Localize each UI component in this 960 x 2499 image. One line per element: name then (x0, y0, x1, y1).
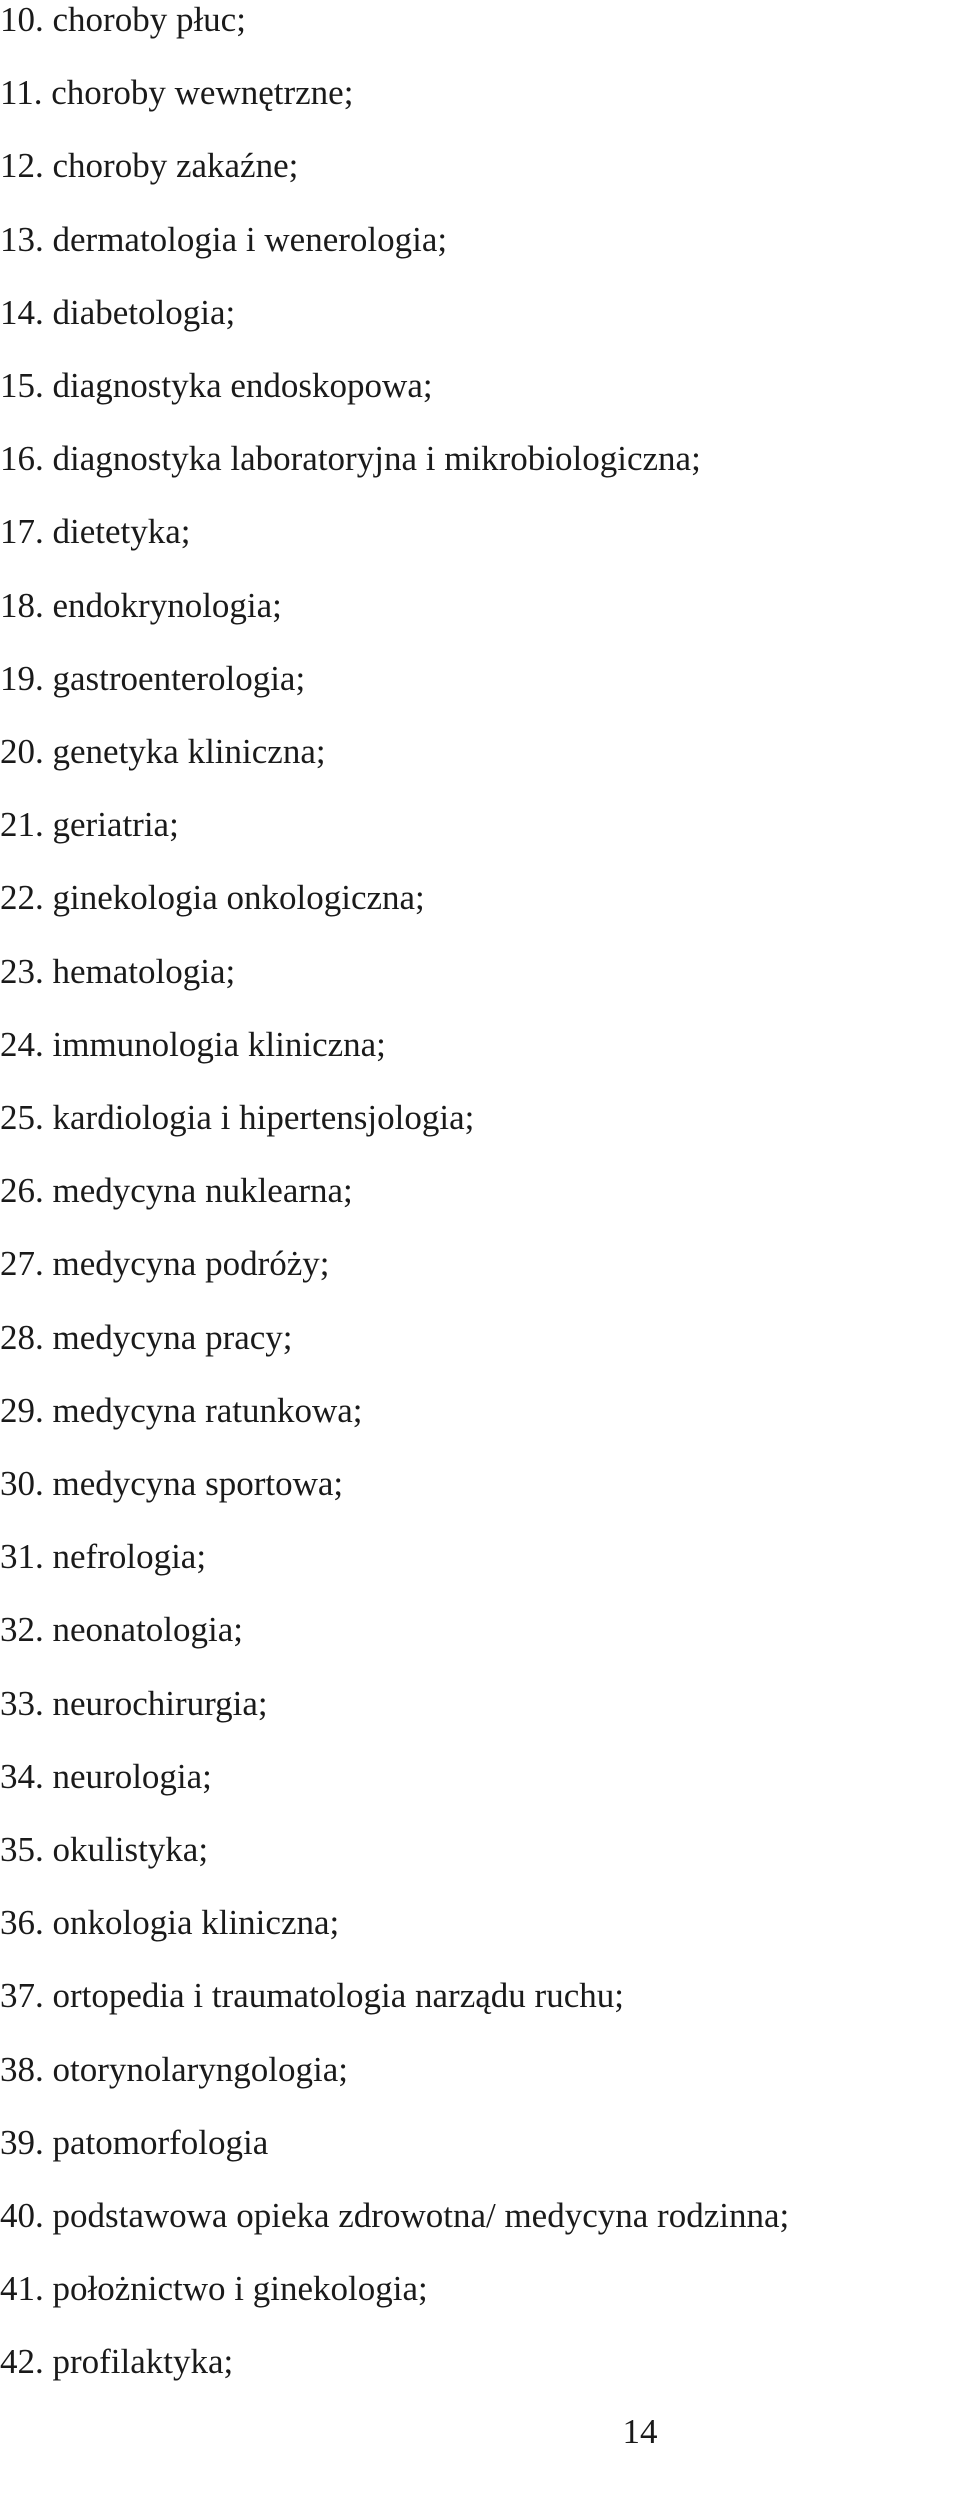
list-item: 16. diagnostyka laboratoryjna i mikrobiologiczna; (0, 439, 701, 479)
list-item: 18. endokrynologia; (0, 585, 282, 625)
list-item: 11. choroby wewnętrzne; (0, 73, 354, 113)
list-item: 39. patomorfologia (0, 2122, 269, 2162)
list-item: 27. medycyna podróży; (0, 1244, 330, 1284)
list-item: 21. geriatria; (0, 805, 179, 845)
list-item: 10. choroby płuc; (0, 0, 246, 39)
list-item: 41. położnictwo i ginekologia; (0, 2269, 428, 2309)
list-item: 14. diabetologia; (0, 292, 236, 332)
list-item: 32. neonatologia; (0, 1610, 244, 1650)
list-item: 28. medycyna pracy; (0, 1317, 293, 1357)
list-item: 36. onkologia kliniczna; (0, 1903, 340, 1943)
list-item: 12. choroby zakaźne; (0, 146, 299, 186)
list-item: 30. medycyna sportowa; (0, 1464, 344, 1503)
list-item: 22. ginekologia onkologiczna; (0, 878, 425, 918)
list-item: 13. dermatologia i wenerologia; (0, 219, 448, 259)
list-item: 40. podstawowa opieka zdrowotna/ medycyna rodzinna; (0, 2196, 790, 2235)
list-item: 26. medycyna nuklearna; (0, 1171, 353, 1211)
list-item: 25. kardiologia i hipertensjologia; (0, 1098, 475, 1137)
list-item: 20. genetyka kliniczna; (0, 732, 326, 771)
list-item: 33. neurochirurgia; (0, 1683, 268, 1723)
list-item: 35. okulistyka; (0, 1830, 209, 1869)
list-item: 19. gastroenterologia; (0, 658, 306, 698)
list-item: 15. diagnostyka endoskopowa; (0, 366, 433, 405)
list-item: 38. otorynolaryngologia; (0, 2049, 349, 2089)
page-number: 14 (622, 2412, 658, 2451)
list-item: 24. immunologia kliniczna; (0, 1024, 386, 1064)
list-item: 31. nefrologia; (0, 1537, 207, 1577)
list-item: 34. neurologia; (0, 1756, 212, 1796)
list-item: 42. profilaktyka; (0, 2342, 234, 2382)
list-item: 37. ortopedia i traumatologia narządu ruchu; (0, 1976, 624, 2016)
list-item: 17. dietetyka; (0, 512, 191, 552)
list-item: 29. medycyna ratunkowa; (0, 1390, 363, 1430)
list-item: 23. hematologia; (0, 951, 236, 991)
